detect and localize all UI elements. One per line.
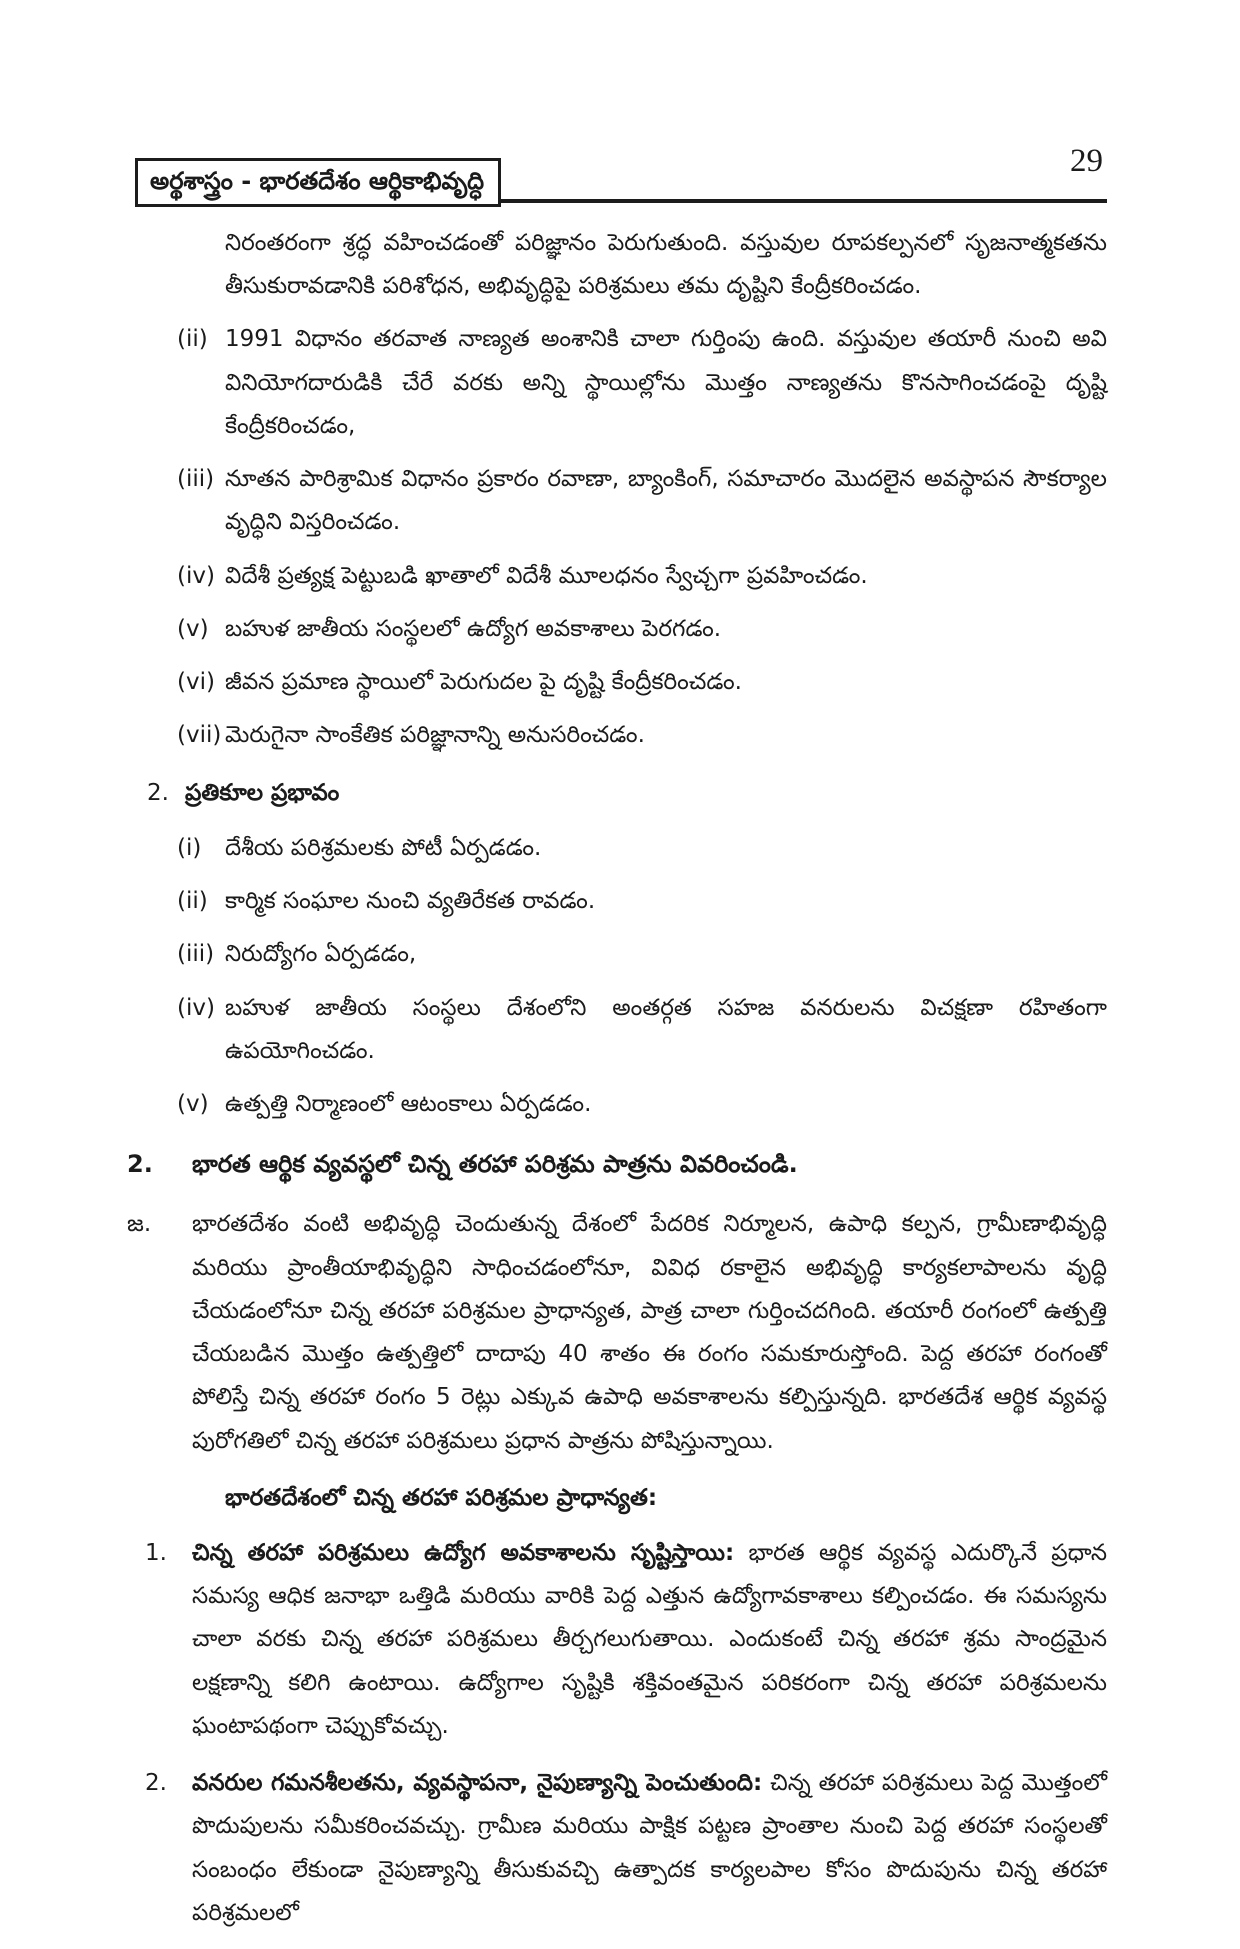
adverse-impact-heading <box>147 772 1107 815</box>
point-text <box>192 1762 1107 1935</box>
running-header-title: అర్థశాస్త్రం - భారతదేశం ఆర్థికాభివృద్ధి <box>135 158 501 207</box>
list-item-number: (vi) <box>177 669 215 696</box>
positive-effects-list <box>177 318 1107 757</box>
list-item-text: ఉత్పత్తి నిర్మాణంలో ఆటంకాలు ఏర్పడడం. <box>225 1090 592 1117</box>
page-content <box>127 222 1107 1949</box>
list-item <box>177 880 1107 923</box>
list-item-text: జీవన ప్రమాణ స్థాయిలో పెరుగుదల పై దృష్టి కేంద్రీకరించడం. <box>225 669 742 696</box>
section-title: ప్రతికూల ప్రభావం <box>185 779 340 806</box>
answer-marker: జ. <box>127 1211 152 1238</box>
importance-point <box>145 1532 1107 1748</box>
list-item-text: కార్మిక సంఘాల నుంచి వ్యతిరేకత రావడం. <box>225 888 596 915</box>
list-item <box>177 827 1107 870</box>
answer-2 <box>127 1203 1107 1462</box>
list-item <box>177 555 1107 598</box>
list-item-number: (iii) <box>177 466 215 493</box>
list-item-number: (iii) <box>177 941 215 968</box>
question-number: 2. <box>127 1150 153 1179</box>
question-text: భారత ఆర్థిక వ్యవస్థలో చిన్న తరహా పరిశ్రమ పాత్రను వివరించండి. <box>192 1150 798 1179</box>
list-item-text: బహుళ జాతీయ సంస్థలు దేశంలోని అంతర్గత సహజ వనరులను విచక్షణా రహితంగా ఉపయోగించడం. <box>225 994 1107 1064</box>
point-lead: చిన్న తరహా పరిశ్రమలు ఉద్యోగ అవకాశాలను సృష్టిస్తాయి: <box>192 1539 735 1566</box>
list-item-text: మెరుగైనా సాంకేతిక పరిజ్ఞానాన్ని అనుసరించడం. <box>225 722 645 749</box>
adverse-effects-list <box>177 827 1107 1126</box>
list-item-number: (ii) <box>177 326 208 353</box>
list-item-text: విదేశీ ప్రత్యక్ష పెట్టుబడి ఖాతాలో విదేశీ మూలధనం స్వేచ్చగా ప్రవహించడం. <box>225 562 868 589</box>
list-item-text: 1991 విధానం తరవాత నాణ్యత అంశానికి చాలా గుర్తింపు ఉంది. వస్తువుల తయారీ నుంచి అవి వినియోగదారుడికి చేరే వరకు అన్ని స్థాయిల్లోను మొత్తం నాణ్యతను కొనసాగించడంపై దృష్టి కేంద్రీకరించడం, <box>225 326 1107 439</box>
list-item-text: నూతన పారిశ్రామిక విధానం ప్రకారం రవాణా, బ్యాంకింగ్, సమాచారం మొదలైన అవస్థాపన సౌకర్యాల వృద్ధిని విస్తరించడం. <box>225 466 1107 536</box>
list-item-number: (v) <box>177 615 209 642</box>
list-item-number: (ii) <box>177 888 208 915</box>
list-item-number: (i) <box>177 834 202 861</box>
page-number: 29 <box>1070 143 1103 179</box>
intro-paragraph: నిరంతరంగా శ్రద్ధ వహించడంతో పరిజ్ఞానం పెరుగుతుంది. వస్తువుల రూపకల్పనలో సృజనాత్మకతను తీసుకురావడానికి పరిశోధన, అభివృద్ధిపై పరిశ్రమలు తమ దృష్టిని కేంద్రీకరించడం. <box>225 230 1107 300</box>
point-body: భారత ఆర్థిక వ్యవస్థ ఎదుర్కొనే ప్రధాన సమస్య ఆధిక జనాభా ఒత్తిడి మరియు వారికి పెద్ద ఎత్తున ఉద్యోగావకాశాలు కల్పించడం. ఈ సమస్యను చాలా వరకు చిన్న తరహా పరిశ్రమలు తీర్చగలుగుతాయి. ఎందుకంటే చిన్న తరహా శ్రమ సాంద్రమైన లక్షణాన్ని కలిగి ఉంటాయి. ఉద్యోగాల సృష్టికి శక్తివంతమైన పరికరంగా చిన్న తరహా పరిశ్రమలను ఘంటాపథంగా చెప్పుకోవచ్చు. <box>192 1539 1107 1739</box>
list-item <box>177 608 1107 651</box>
list-item <box>177 714 1107 757</box>
point-text <box>192 1532 1107 1748</box>
list-item <box>177 987 1107 1073</box>
list-item-text: దేశీయ పరిశ్రమలకు పోటీ ఏర్పడడం. <box>225 834 542 861</box>
point-number: 2. <box>145 1770 167 1797</box>
question-2 <box>127 1142 1107 1187</box>
list-item <box>177 933 1107 976</box>
importance-point <box>145 1762 1107 1935</box>
point-number: 1. <box>145 1539 167 1566</box>
list-item-text: బహుళ జాతీయ సంస్థలలో ఉద్యోగ అవకాశాలు పెరగడం. <box>225 615 722 642</box>
section-number: 2. <box>147 779 169 806</box>
importance-subheading: భారతదేశంలో చిన్న తరహా పరిశ్రమల ప్రాధాన్యత: <box>225 1484 658 1511</box>
list-item-number: (iv) <box>177 994 215 1021</box>
list-item <box>177 661 1107 704</box>
list-item-text: నిరుద్యోగం ఏర్పడడం, <box>225 941 417 968</box>
list-item <box>177 1083 1107 1126</box>
point-body: చిన్న తరహా పరిశ్రమలు పెద్ద మొత్తంలో పొదుపులను సమీకరించవచ్చు. గ్రామీణ మరియు పాక్షిక పట్టణ ప్రాంతాల నుంచి పెద్ద తరహా సంస్థలతో సంబంధం లేకుండా నైపుణ్యాన్ని తీసుకువచ్చి ఉత్పాదక కార్యలపాల కోసం పొదుపును చిన్న తరహా పరిశ్రమలలో <box>192 1770 1107 1926</box>
list-item-number: (iv) <box>177 562 215 589</box>
list-item-number: (vii) <box>177 722 222 749</box>
list-item-number: (v) <box>177 1090 209 1117</box>
point-lead: వనరుల గమనశీలతను, వ్యవస్థాపనా, నైపుణ్యాన్ని పెంచుతుంది: <box>192 1770 763 1797</box>
answer-paragraph: భారతదేశం వంటి అభివృద్ధి చెందుతున్న దేశంలో పేదరిక నిర్మూలన, ఉపాధి కల్పన, గ్రామీణాభివృద్ధి మరియు ప్రాంతీయాభివృద్ధిని సాధించడంలోనూ, వివిధ రకాలైన అభివృద్ధి కార్యకలాపాలను వృద్ధి చేయడంలోనూ చిన్న తరహా పరిశ్రమల ప్రాధాన్యత, పాత్ర చాలా గుర్తించదగింది. తయారీ రంగంలో ఉత్పత్తి చేయబడిన మొత్తం ఉత్పత్తిలో దాదాపు 40 శాతం ఈ రంగం సమకూరుస్తోంది. పెద్ద తరహా రంగంతో పోలిస్తే చిన్న తరహా రంగం 5 రెట్లు ఎక్కువ ఉపాధి అవకాశాలను కల్పిస్తున్నది. భారతదేశ ఆర్థిక వ్యవస్థ పురోగతిలో చిన్న తరహా పరిశ్రమలు ప్రధాన పాత్రను పోషిస్తున్నాయి. <box>192 1211 1107 1454</box>
list-item <box>177 318 1107 448</box>
list-item <box>177 458 1107 544</box>
